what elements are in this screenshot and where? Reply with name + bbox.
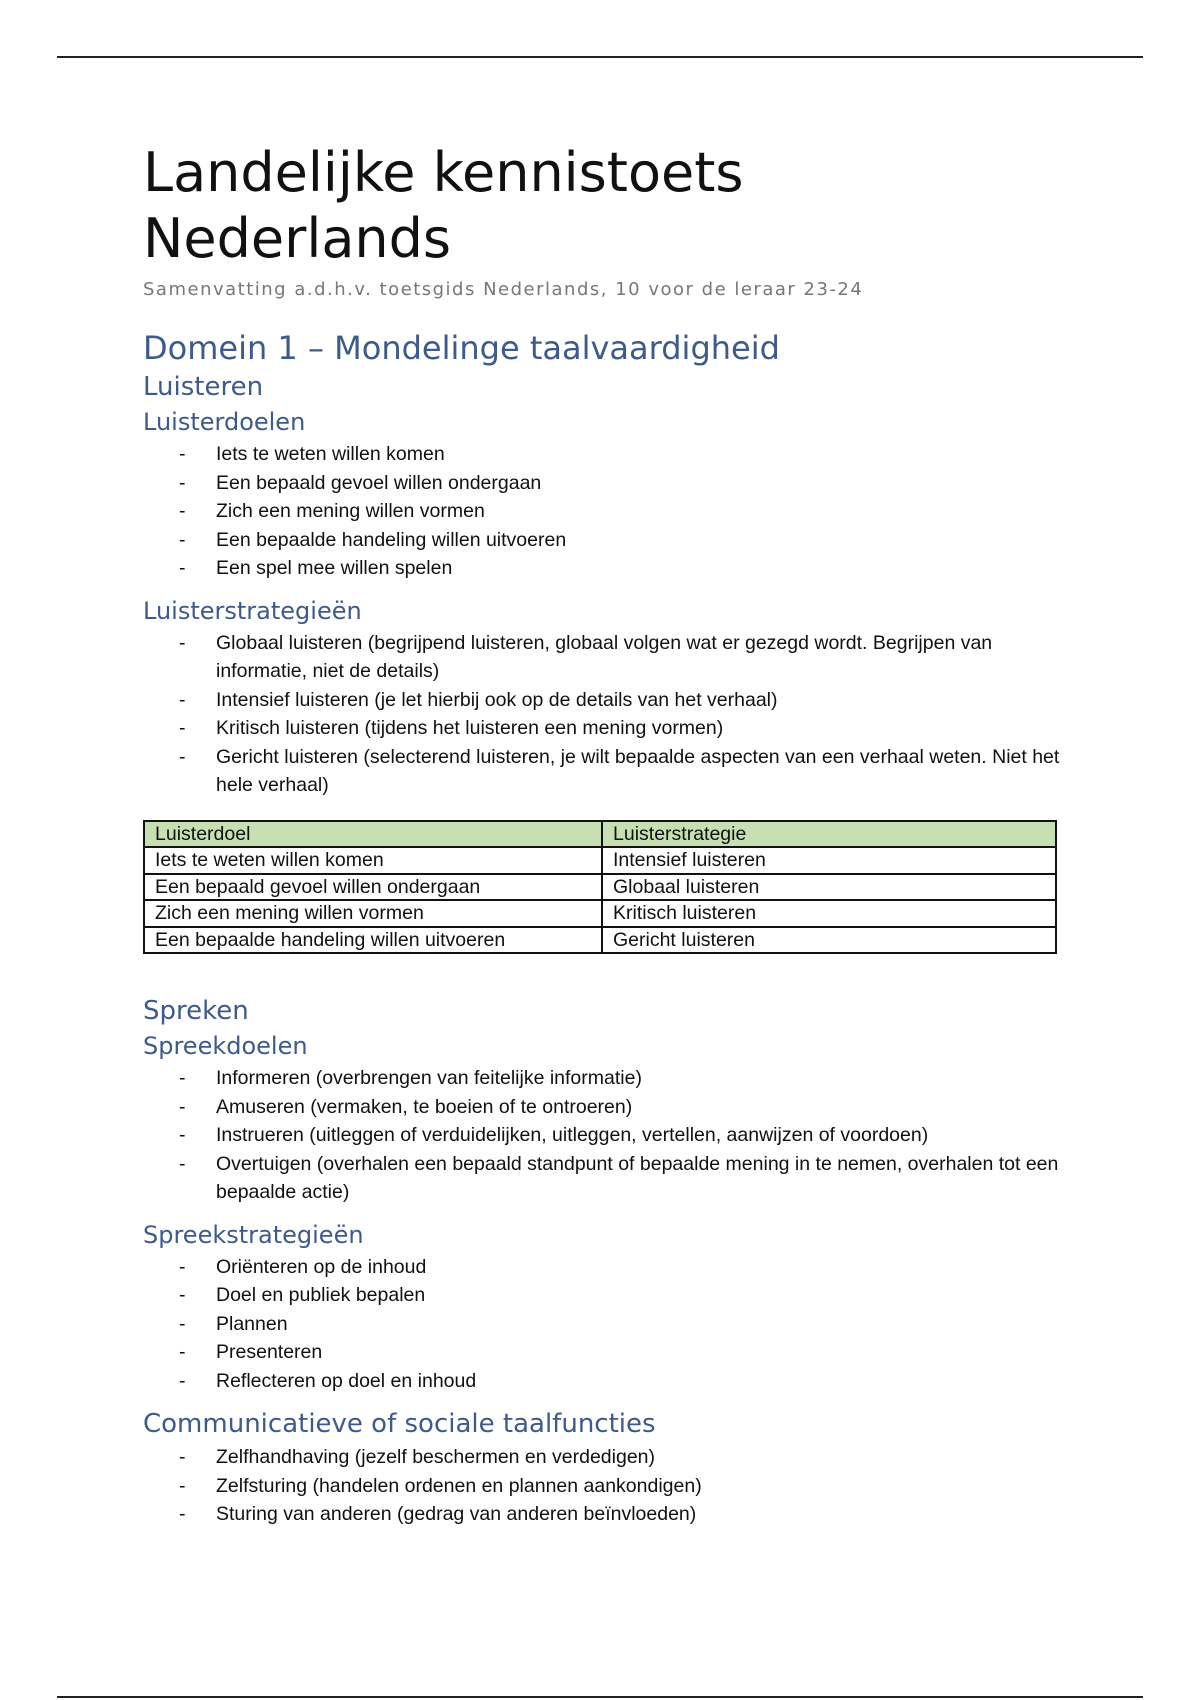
- spreken-heading: Spreken: [143, 996, 249, 1026]
- taalfuncties-heading: Communicatieve of sociale taalfuncties: [143, 1409, 656, 1439]
- table-cell: Intensief luisteren: [602, 847, 1056, 874]
- list-item: - Plannen: [143, 1310, 1063, 1339]
- table-row: [144, 847, 1056, 874]
- list-item: - Doel en publiek bepalen: [143, 1281, 1063, 1310]
- list-item: - Zelfhandhaving (jezelf beschermen en verdedigen): [143, 1443, 1063, 1472]
- table-cell: Kritisch luisteren: [602, 900, 1056, 927]
- table-cell: Een bepaalde handeling willen uitvoeren: [144, 927, 602, 954]
- list-item: - Gericht luisteren (selecterend luisteren, je wilt bepaalde aspecten van een verhaal weten. Niet het hele verhaal): [143, 743, 1063, 800]
- list-item: - Zich een mening willen vormen: [143, 497, 1063, 526]
- spreekdoelen-heading: Spreekdoelen: [143, 1032, 308, 1060]
- table-cell: Iets te weten willen komen: [144, 847, 602, 874]
- table-cell: Globaal luisteren: [602, 874, 1056, 901]
- table-header-cell: Luisterdoel: [144, 821, 602, 848]
- page-bottom-rule: [57, 1696, 1143, 1698]
- table-row: [144, 927, 1056, 954]
- luisterdoel-strategie-table: [143, 820, 1057, 955]
- luisteren-heading: Luisteren: [143, 372, 264, 402]
- list-item: - Presenteren: [143, 1338, 1063, 1367]
- document-title: [143, 140, 1063, 272]
- list-item: - Een spel mee willen spelen: [143, 554, 1063, 583]
- list-item: - Een bepaald gevoel willen ondergaan: [143, 469, 1063, 498]
- list-item: - Iets te weten willen komen: [143, 440, 1063, 469]
- domain-heading: Domein 1 – Mondelinge taalvaardigheid: [143, 329, 780, 367]
- title-line-2: Nederlands: [143, 207, 452, 270]
- list-item: - Intensief luisteren (je let hierbij ook op de details van het verhaal): [143, 686, 1063, 715]
- table-cell: Zich een mening willen vormen: [144, 900, 602, 927]
- list-item: - Een bepaalde handeling willen uitvoeren: [143, 526, 1063, 555]
- table-cell: Gericht luisteren: [602, 927, 1056, 954]
- luisterdoelen-list: [143, 440, 1063, 583]
- list-item: - Informeren (overbrengen van feitelijke informatie): [143, 1064, 1063, 1093]
- list-item: - Oriënteren op de inhoud: [143, 1253, 1063, 1282]
- list-item: - Instrueren (uitleggen of verduidelijken, uitleggen, vertellen, aanwijzen of voordoen): [143, 1121, 1063, 1150]
- spreekstrategieen-list: [143, 1253, 1063, 1396]
- luisterstrategieen-heading: Luisterstrategieën: [143, 596, 362, 625]
- spreekstrategieen-heading: Spreekstrategieën: [143, 1220, 364, 1249]
- luisterstrategieen-list: [143, 629, 1063, 800]
- page-top-rule: [57, 56, 1143, 58]
- title-line-1: Landelijke kennistoets: [143, 141, 744, 204]
- table-header-row: [144, 821, 1056, 848]
- table-row: [144, 874, 1056, 901]
- list-item: - Overtuigen (overhalen een bepaald standpunt of bepaalde mening in te nemen, overhalen tot een bepaalde actie): [143, 1150, 1063, 1207]
- table-row: [144, 900, 1056, 927]
- spreekdoelen-list: [143, 1064, 1063, 1207]
- luisterdoelen-heading: Luisterdoelen: [143, 408, 306, 436]
- list-item: - Sturing van anderen (gedrag van anderen beïnvloeden): [143, 1500, 1063, 1529]
- document-subtitle: Samenvatting a.d.h.v. toetsgids Nederlands, 10 voor de leraar 23-24: [143, 279, 864, 300]
- table-cell: Een bepaald gevoel willen ondergaan: [144, 874, 602, 901]
- list-item: - Globaal luisteren (begrijpend luisteren, globaal volgen wat er gezegd wordt. Begrijpen van informatie, niet de details): [143, 629, 1063, 686]
- list-item: - Reflecteren op doel en inhoud: [143, 1367, 1063, 1396]
- document-body: [143, 140, 1063, 1529]
- list-item: - Kritisch luisteren (tijdens het luisteren een mening vormen): [143, 714, 1063, 743]
- taalfuncties-list: [143, 1443, 1063, 1529]
- table-header-cell: Luisterstrategie: [602, 821, 1056, 848]
- list-item: - Zelfsturing (handelen ordenen en plannen aankondigen): [143, 1472, 1063, 1501]
- list-item: - Amuseren (vermaken, te boeien of te ontroeren): [143, 1093, 1063, 1122]
